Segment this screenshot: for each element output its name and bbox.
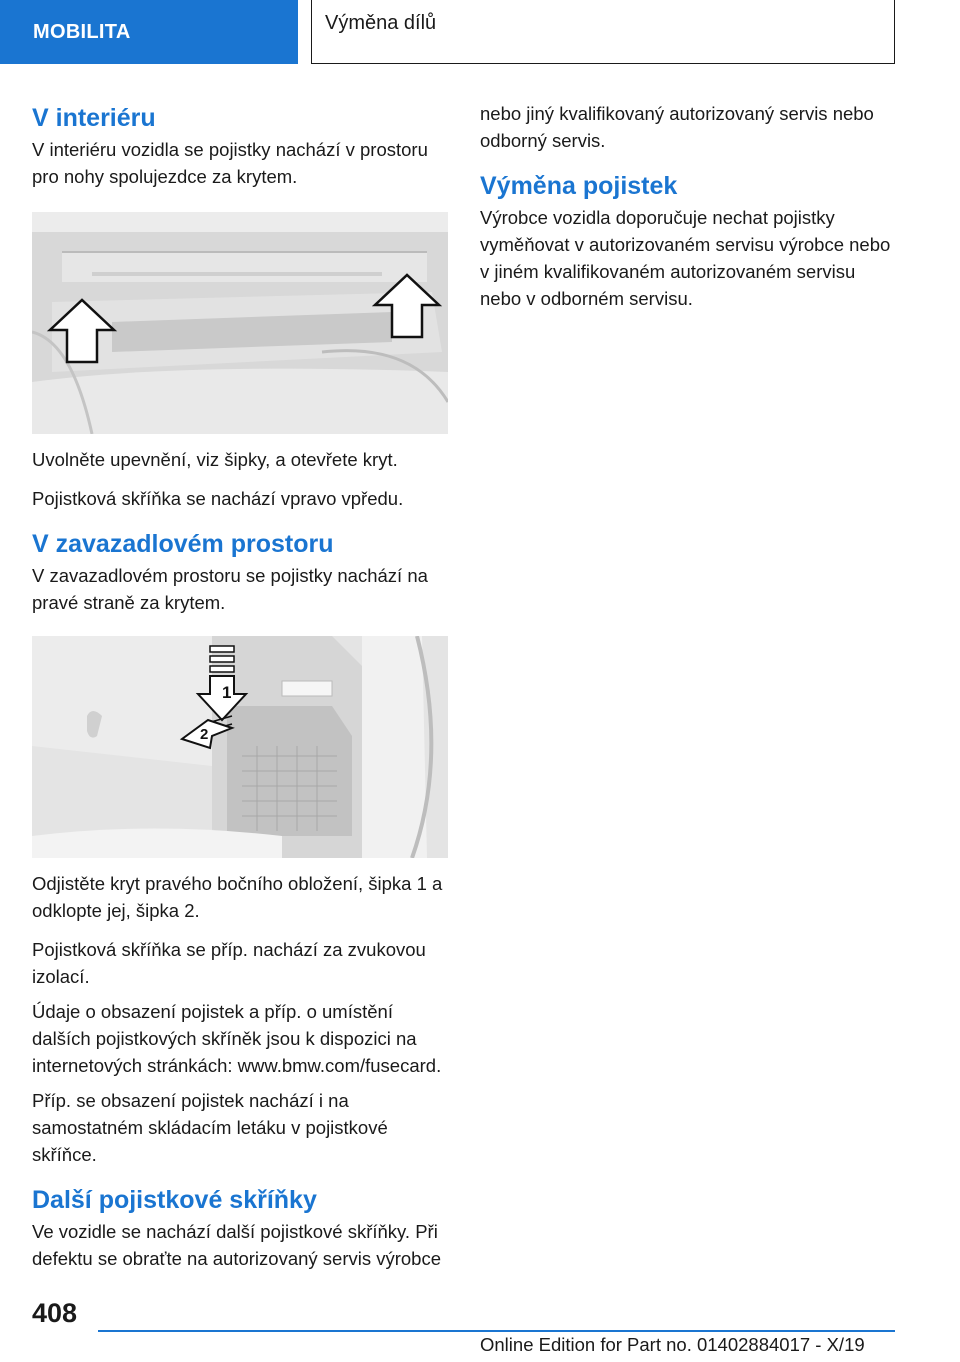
arrow-label-2: 2: [200, 726, 209, 743]
page-number: 408: [32, 1298, 78, 1328]
section-title: MOBILITA: [33, 20, 131, 43]
replace-text: Výrobce vozidla doporučuje nechat pojistky vyměňovat v autorizovaném servisu výrobce nebo v jiném kvalifikovaném autorizovaném servisu nebo v odborném servisu.: [480, 207, 891, 309]
interior-step-1: Uvolněte upevnění, viz šipky, a otevřete kryt.: [32, 449, 398, 470]
trunk-paragraph-2: Pojistková skříňka se příp. nachází za zvukovou izolací.: [32, 939, 426, 987]
chapter-title: Výměna dílů: [325, 12, 437, 34]
trunk-step-1: Odjistěte kryt pravého bočního obložení, šipka 1 a odklopte jej, šipka 2.: [32, 873, 443, 921]
additional-text-continued: [480, 100, 896, 154]
heading-trunk: V zavazadlovém prostoru: [32, 530, 334, 558]
right-column: [480, 100, 896, 312]
trunk-paragraph-4: Příp. se obsazení pojistek nachází i na samostatném skládacím letáku v pojistkové skříňce.: [32, 1090, 388, 1165]
heading-additional: Další pojistkové skříňky: [32, 1186, 317, 1214]
interior-text: V interiéru vozidla se pojistky nachází v prostoru pro nohy spolujezdce za krytem.: [32, 139, 428, 187]
interior-fuse-cover-illustration: [32, 212, 448, 434]
heading-interior: V interiéru: [32, 104, 156, 132]
section-tab: [0, 0, 298, 64]
trunk-text: V zavazadlovém prostoru se pojistky nachází na pravé straně za krytem.: [32, 565, 428, 613]
left-column: [32, 100, 448, 1272]
trunk-fuse-cover-illustration: [32, 636, 448, 858]
chapter-tab: [311, 0, 895, 64]
interior-step-2: Pojistková skříňka se nachází vpravo vpředu.: [32, 488, 404, 509]
footer-divider: [98, 1330, 895, 1332]
arrow-label-1: 1: [222, 683, 232, 702]
footer-edition: Online Edition for Part no. 01402884017 - X/19: [480, 1334, 865, 1355]
trunk-paragraph-3: Údaje o obsazení pojistek a příp. o umístění dalších pojistkových skříněk jsou k dispozici na internetových stránkách: www.bmw.com/fusecard.: [32, 1001, 442, 1076]
heading-replace: Výměna pojistek: [480, 172, 678, 200]
additional-text-start: Ve vozidle se nachází další pojistkové skříňky. Při defektu se obraťte na autorizovaný servis výrobce: [32, 1221, 442, 1269]
additional-text-tail: nebo jiný kvalifikovaný autorizovaný servis nebo odborný servis.: [480, 103, 874, 151]
